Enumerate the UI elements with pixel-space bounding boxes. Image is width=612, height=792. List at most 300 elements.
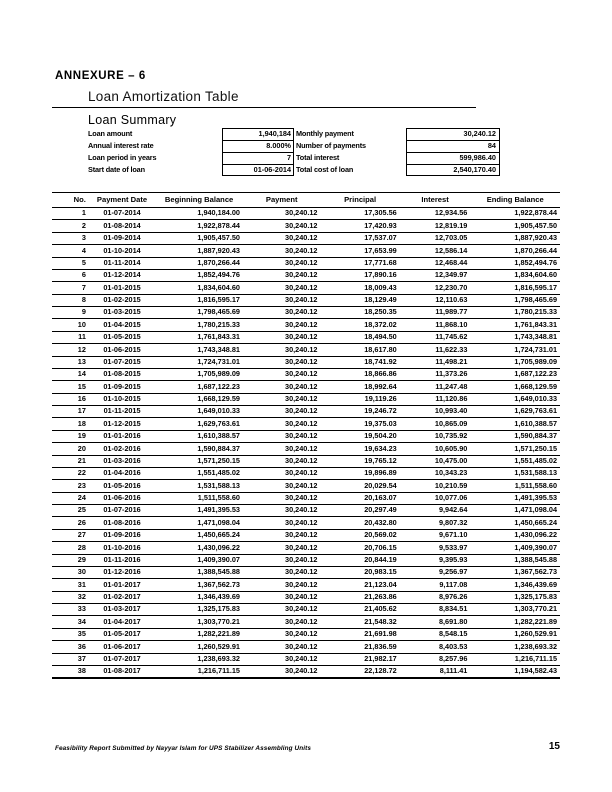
cell-payment-date: 01-11-2016 — [89, 554, 155, 566]
cell-no: 8 — [52, 294, 89, 306]
cell-payment-date: 01-09-2015 — [89, 381, 155, 393]
cell-payment-date: 01-06-2016 — [89, 492, 155, 504]
cell-payment-date: 01-06-2015 — [89, 344, 155, 356]
cell-no: 19 — [52, 430, 89, 442]
cell-beginning-balance: 1,724,731.01 — [155, 356, 243, 368]
cell-ending-balance: 1,303,770.21 — [470, 604, 560, 616]
cell-beginning-balance: 1,491,395.53 — [155, 505, 243, 517]
cell-interest: 12,934.56 — [400, 208, 471, 220]
summary-value-start-date: 01-06-2014 — [222, 164, 294, 176]
cell-payment-date: 01-06-2017 — [89, 641, 155, 653]
cell-payment: 30,240.12 — [243, 665, 321, 678]
cell-ending-balance: 1,629,763.61 — [470, 406, 560, 418]
cell-principal: 19,896.89 — [320, 467, 399, 479]
cell-payment: 30,240.12 — [243, 517, 321, 529]
cell-no: 28 — [52, 542, 89, 554]
column-header-beginning-balance: Beginning Balance — [155, 193, 243, 208]
cell-interest: 9,942.64 — [400, 505, 471, 517]
cell-payment: 30,240.12 — [243, 294, 321, 306]
table-row — [52, 381, 560, 393]
cell-principal: 21,263.86 — [320, 591, 399, 603]
table-row — [52, 628, 560, 640]
cell-principal: 21,982.17 — [320, 653, 399, 665]
cell-beginning-balance: 1,430,096.22 — [155, 542, 243, 554]
cell-no: 33 — [52, 604, 89, 616]
cell-beginning-balance: 1,511,558.60 — [155, 492, 243, 504]
cell-interest: 11,498.21 — [400, 356, 471, 368]
summary-value-total-cost: 2,540,170.40 — [406, 164, 500, 176]
cell-interest: 12,230.70 — [400, 282, 471, 294]
cell-principal: 19,765.12 — [320, 455, 399, 467]
cell-no: 22 — [52, 467, 89, 479]
cell-principal: 22,128.72 — [320, 665, 399, 678]
cell-beginning-balance: 1,325,175.83 — [155, 604, 243, 616]
cell-payment: 30,240.12 — [243, 220, 321, 232]
table-row — [52, 331, 560, 343]
cell-beginning-balance: 1,668,129.59 — [155, 393, 243, 405]
cell-principal: 18,617.80 — [320, 344, 399, 356]
table-row — [52, 282, 560, 294]
cell-payment: 30,240.12 — [243, 381, 321, 393]
cell-payment-date: 01-08-2017 — [89, 665, 155, 678]
cell-beginning-balance: 1,905,457.50 — [155, 232, 243, 244]
cell-principal: 18,494.50 — [320, 331, 399, 343]
cell-ending-balance: 1,450,665.24 — [470, 517, 560, 529]
cell-beginning-balance: 1,798,465.69 — [155, 307, 243, 319]
cell-no: 1 — [52, 208, 89, 220]
cell-principal: 21,548.32 — [320, 616, 399, 628]
cell-no: 24 — [52, 492, 89, 504]
cell-beginning-balance: 1,705,989.09 — [155, 368, 243, 380]
cell-beginning-balance: 1,551,485.02 — [155, 467, 243, 479]
table-row — [52, 517, 560, 529]
cell-ending-balance: 1,571,250.15 — [470, 443, 560, 455]
cell-ending-balance: 1,852,494.76 — [470, 257, 560, 269]
cell-payment: 30,240.12 — [243, 269, 321, 281]
table-row — [52, 307, 560, 319]
cell-interest: 12,468.44 — [400, 257, 471, 269]
cell-no: 12 — [52, 344, 89, 356]
cell-payment: 30,240.12 — [243, 406, 321, 418]
cell-payment: 30,240.12 — [243, 208, 321, 220]
cell-principal: 19,246.72 — [320, 406, 399, 418]
cell-ending-balance: 1,430,096.22 — [470, 529, 560, 541]
cell-ending-balance: 1,870,266.44 — [470, 245, 560, 257]
cell-principal: 17,420.93 — [320, 220, 399, 232]
cell-ending-balance: 1,511,558.60 — [470, 480, 560, 492]
cell-interest: 11,373.26 — [400, 368, 471, 380]
cell-payment-date: 01-01-2015 — [89, 282, 155, 294]
cell-beginning-balance: 1,450,665.24 — [155, 529, 243, 541]
table-row — [52, 406, 560, 418]
cell-principal: 20,297.49 — [320, 505, 399, 517]
cell-payment-date: 01-05-2017 — [89, 628, 155, 640]
cell-interest: 9,533.97 — [400, 542, 471, 554]
table-row — [52, 591, 560, 603]
table-row — [52, 269, 560, 281]
cell-principal: 18,866.86 — [320, 368, 399, 380]
cell-ending-balance: 1,590,884.37 — [470, 430, 560, 442]
cell-no: 7 — [52, 282, 89, 294]
cell-interest: 11,745.62 — [400, 331, 471, 343]
table-row — [52, 455, 560, 467]
cell-principal: 21,691.98 — [320, 628, 399, 640]
table-header-row — [52, 193, 560, 208]
table-row — [52, 579, 560, 591]
cell-payment: 30,240.12 — [243, 443, 321, 455]
cell-interest: 10,865.09 — [400, 418, 471, 430]
cell-payment: 30,240.12 — [243, 319, 321, 331]
cell-no: 20 — [52, 443, 89, 455]
cell-no: 34 — [52, 616, 89, 628]
cell-payment-date: 01-11-2015 — [89, 406, 155, 418]
cell-interest: 10,993.40 — [400, 406, 471, 418]
cell-interest: 10,605.90 — [400, 443, 471, 455]
cell-interest: 9,395.93 — [400, 554, 471, 566]
table-row — [52, 232, 560, 244]
cell-ending-balance: 1,834,604.60 — [470, 269, 560, 281]
cell-ending-balance: 1,887,920.43 — [470, 232, 560, 244]
cell-payment: 30,240.12 — [243, 505, 321, 517]
cell-payment-date: 01-04-2017 — [89, 616, 155, 628]
cell-payment-date: 01-10-2014 — [89, 245, 155, 257]
cell-payment-date: 01-03-2017 — [89, 604, 155, 616]
cell-no: 16 — [52, 393, 89, 405]
cell-ending-balance: 1,687,122.23 — [470, 368, 560, 380]
title-divider — [52, 107, 476, 108]
cell-interest: 9,117.08 — [400, 579, 471, 591]
cell-beginning-balance: 1,471,098.04 — [155, 517, 243, 529]
cell-ending-balance: 1,743,348.81 — [470, 331, 560, 343]
table-row — [52, 604, 560, 616]
loan-summary-block — [88, 128, 508, 176]
cell-ending-balance: 1,649,010.33 — [470, 393, 560, 405]
cell-principal: 18,372.02 — [320, 319, 399, 331]
cell-ending-balance: 1,531,588.13 — [470, 467, 560, 479]
cell-payment: 30,240.12 — [243, 591, 321, 603]
cell-beginning-balance: 1,687,122.23 — [155, 381, 243, 393]
cell-ending-balance: 1,367,562.73 — [470, 566, 560, 578]
cell-payment: 30,240.12 — [243, 579, 321, 591]
cell-no: 4 — [52, 245, 89, 257]
summary-value-number-of-payments: 84 — [406, 140, 500, 152]
cell-ending-balance: 1,551,485.02 — [470, 455, 560, 467]
summary-row — [88, 140, 508, 152]
cell-payment: 30,240.12 — [243, 604, 321, 616]
table-row — [52, 245, 560, 257]
cell-payment: 30,240.12 — [243, 542, 321, 554]
cell-no: 9 — [52, 307, 89, 319]
cell-ending-balance: 1,724,731.01 — [470, 344, 560, 356]
cell-no: 38 — [52, 665, 89, 678]
summary-label-number-of-payments: Number of payments — [296, 141, 366, 150]
table-row — [52, 529, 560, 541]
cell-beginning-balance: 1,940,184.00 — [155, 208, 243, 220]
cell-no: 26 — [52, 517, 89, 529]
column-header-interest: Interest — [400, 193, 471, 208]
cell-beginning-balance: 1,238,693.32 — [155, 653, 243, 665]
cell-ending-balance: 1,471,098.04 — [470, 505, 560, 517]
cell-principal: 17,653.99 — [320, 245, 399, 257]
cell-payment-date: 01-08-2015 — [89, 368, 155, 380]
cell-ending-balance: 1,238,693.32 — [470, 641, 560, 653]
table-row — [52, 641, 560, 653]
cell-ending-balance: 1,668,129.59 — [470, 381, 560, 393]
cell-payment: 30,240.12 — [243, 356, 321, 368]
cell-interest: 8,691.80 — [400, 616, 471, 628]
cell-no: 13 — [52, 356, 89, 368]
cell-payment: 30,240.12 — [243, 393, 321, 405]
table-row — [52, 344, 560, 356]
cell-interest: 10,343.23 — [400, 467, 471, 479]
cell-no: 14 — [52, 368, 89, 380]
cell-no: 15 — [52, 381, 89, 393]
cell-beginning-balance: 1,590,884.37 — [155, 443, 243, 455]
cell-payment-date: 01-07-2015 — [89, 356, 155, 368]
cell-beginning-balance: 1,649,010.33 — [155, 406, 243, 418]
cell-interest: 11,989.77 — [400, 307, 471, 319]
cell-no: 32 — [52, 591, 89, 603]
table-row — [52, 418, 560, 430]
cell-no: 31 — [52, 579, 89, 591]
table-row — [52, 294, 560, 306]
table-row — [52, 257, 560, 269]
cell-no: 35 — [52, 628, 89, 640]
column-header-no: No. — [52, 193, 89, 208]
table-row — [52, 505, 560, 517]
cell-payment-date: 01-11-2014 — [89, 257, 155, 269]
summary-label-loan-amount: Loan amount — [88, 129, 133, 138]
table-row — [52, 393, 560, 405]
cell-payment-date: 01-05-2015 — [89, 331, 155, 343]
cell-payment-date: 01-05-2016 — [89, 480, 155, 492]
table-row — [52, 566, 560, 578]
cell-beginning-balance: 1,303,770.21 — [155, 616, 243, 628]
cell-interest: 8,111.41 — [400, 665, 471, 678]
cell-ending-balance: 1,761,843.31 — [470, 319, 560, 331]
cell-beginning-balance: 1,834,604.60 — [155, 282, 243, 294]
cell-principal: 20,569.02 — [320, 529, 399, 541]
cell-ending-balance: 1,905,457.50 — [470, 220, 560, 232]
summary-label-start-date: Start date of loan — [88, 165, 145, 174]
cell-principal: 20,706.15 — [320, 542, 399, 554]
cell-interest: 12,819.19 — [400, 220, 471, 232]
cell-ending-balance: 1,260,529.91 — [470, 628, 560, 640]
cell-payment-date: 01-10-2015 — [89, 393, 155, 405]
cell-ending-balance: 1,194,582.43 — [470, 665, 560, 678]
cell-ending-balance: 1,922,878.44 — [470, 208, 560, 220]
cell-beginning-balance: 1,887,920.43 — [155, 245, 243, 257]
cell-interest: 12,586.14 — [400, 245, 471, 257]
cell-no: 11 — [52, 331, 89, 343]
cell-ending-balance: 1,409,390.07 — [470, 542, 560, 554]
summary-label-interest-rate: Annual interest rate — [88, 141, 154, 150]
summary-value-loan-amount: 1,940,184 — [222, 128, 294, 140]
loan-summary-heading: Loan Summary — [88, 113, 177, 127]
cell-interest: 8,976.26 — [400, 591, 471, 603]
cell-principal: 18,129.49 — [320, 294, 399, 306]
cell-no: 10 — [52, 319, 89, 331]
summary-label-monthly-payment: Monthly payment — [296, 129, 354, 138]
page-number: 15 — [548, 741, 560, 752]
cell-interest: 12,349.97 — [400, 269, 471, 281]
cell-payment-date: 01-04-2015 — [89, 319, 155, 331]
cell-interest: 10,210.59 — [400, 480, 471, 492]
table-header — [52, 193, 560, 208]
column-header-payment: Payment — [243, 193, 321, 208]
cell-no: 17 — [52, 406, 89, 418]
cell-payment-date: 01-12-2016 — [89, 566, 155, 578]
cell-payment: 30,240.12 — [243, 566, 321, 578]
cell-no: 2 — [52, 220, 89, 232]
cell-principal: 19,634.23 — [320, 443, 399, 455]
cell-principal: 17,890.16 — [320, 269, 399, 281]
cell-payment: 30,240.12 — [243, 616, 321, 628]
cell-ending-balance: 1,216,711.15 — [470, 653, 560, 665]
summary-row — [88, 152, 508, 164]
cell-payment: 30,240.12 — [243, 257, 321, 269]
cell-principal: 18,741.92 — [320, 356, 399, 368]
cell-principal: 18,992.64 — [320, 381, 399, 393]
cell-payment-date: 01-09-2016 — [89, 529, 155, 541]
cell-no: 27 — [52, 529, 89, 541]
cell-payment: 30,240.12 — [243, 368, 321, 380]
summary-value-monthly-payment: 30,240.12 — [406, 128, 500, 140]
cell-interest: 11,868.10 — [400, 319, 471, 331]
table-row — [52, 616, 560, 628]
cell-payment-date: 01-03-2015 — [89, 307, 155, 319]
cell-principal: 21,836.59 — [320, 641, 399, 653]
cell-principal: 17,305.56 — [320, 208, 399, 220]
cell-payment: 30,240.12 — [243, 232, 321, 244]
cell-payment: 30,240.12 — [243, 628, 321, 640]
cell-interest: 10,077.06 — [400, 492, 471, 504]
cell-interest: 9,256.97 — [400, 566, 471, 578]
cell-ending-balance: 1,346,439.69 — [470, 579, 560, 591]
cell-payment: 30,240.12 — [243, 430, 321, 442]
table-body — [52, 208, 560, 679]
cell-no: 5 — [52, 257, 89, 269]
cell-ending-balance: 1,798,465.69 — [470, 294, 560, 306]
cell-principal: 21,405.62 — [320, 604, 399, 616]
cell-payment: 30,240.12 — [243, 455, 321, 467]
cell-payment: 30,240.12 — [243, 653, 321, 665]
cell-principal: 19,504.20 — [320, 430, 399, 442]
cell-principal: 19,119.26 — [320, 393, 399, 405]
cell-payment-date: 01-07-2014 — [89, 208, 155, 220]
table-row — [52, 542, 560, 554]
cell-principal: 21,123.04 — [320, 579, 399, 591]
cell-beginning-balance: 1,780,215.33 — [155, 319, 243, 331]
cell-payment-date: 01-12-2015 — [89, 418, 155, 430]
cell-payment: 30,240.12 — [243, 641, 321, 653]
cell-payment: 30,240.12 — [243, 245, 321, 257]
cell-no: 37 — [52, 653, 89, 665]
cell-no: 25 — [52, 505, 89, 517]
cell-payment-date: 01-10-2016 — [89, 542, 155, 554]
cell-payment-date: 01-07-2016 — [89, 505, 155, 517]
amortization-table — [52, 192, 560, 679]
table-row — [52, 467, 560, 479]
cell-interest: 12,703.05 — [400, 232, 471, 244]
table-row — [52, 554, 560, 566]
summary-row — [88, 164, 508, 176]
cell-principal: 17,771.68 — [320, 257, 399, 269]
summary-value-interest-rate: 8.000% — [222, 140, 294, 152]
cell-interest: 8,834.51 — [400, 604, 471, 616]
cell-payment: 30,240.12 — [243, 554, 321, 566]
cell-beginning-balance: 1,388,545.88 — [155, 566, 243, 578]
annexure-heading: ANNEXURE – 6 — [55, 70, 146, 82]
cell-beginning-balance: 1,629,763.61 — [155, 418, 243, 430]
table-row — [52, 319, 560, 331]
cell-principal: 20,844.19 — [320, 554, 399, 566]
cell-interest: 10,475.00 — [400, 455, 471, 467]
cell-no: 23 — [52, 480, 89, 492]
cell-payment-date: 01-12-2014 — [89, 269, 155, 281]
cell-principal: 20,029.54 — [320, 480, 399, 492]
cell-principal: 20,983.15 — [320, 566, 399, 578]
cell-no: 30 — [52, 566, 89, 578]
cell-beginning-balance: 1,870,266.44 — [155, 257, 243, 269]
cell-interest: 9,807.32 — [400, 517, 471, 529]
cell-payment-date: 01-08-2014 — [89, 220, 155, 232]
cell-payment: 30,240.12 — [243, 418, 321, 430]
cell-payment-date: 01-04-2016 — [89, 467, 155, 479]
cell-payment-date: 01-01-2017 — [89, 579, 155, 591]
table-row — [52, 665, 560, 678]
cell-no: 6 — [52, 269, 89, 281]
cell-ending-balance: 1,610,388.57 — [470, 418, 560, 430]
cell-ending-balance: 1,816,595.17 — [470, 282, 560, 294]
cell-beginning-balance: 1,761,843.31 — [155, 331, 243, 343]
cell-beginning-balance: 1,743,348.81 — [155, 344, 243, 356]
cell-interest: 11,622.33 — [400, 344, 471, 356]
cell-interest: 11,120.86 — [400, 393, 471, 405]
cell-principal: 18,250.35 — [320, 307, 399, 319]
cell-beginning-balance: 1,852,494.76 — [155, 269, 243, 281]
cell-payment-date: 01-02-2016 — [89, 443, 155, 455]
cell-payment: 30,240.12 — [243, 529, 321, 541]
cell-ending-balance: 1,388,545.88 — [470, 554, 560, 566]
cell-ending-balance: 1,705,989.09 — [470, 356, 560, 368]
cell-payment: 30,240.12 — [243, 331, 321, 343]
cell-payment-date: 01-02-2017 — [89, 591, 155, 603]
table-row — [52, 356, 560, 368]
cell-payment-date: 01-08-2016 — [89, 517, 155, 529]
table-row — [52, 653, 560, 665]
cell-ending-balance: 1,780,215.33 — [470, 307, 560, 319]
cell-ending-balance: 1,491,395.53 — [470, 492, 560, 504]
cell-payment-date: 01-01-2016 — [89, 430, 155, 442]
cell-no: 3 — [52, 232, 89, 244]
cell-beginning-balance: 1,282,221.89 — [155, 628, 243, 640]
cell-beginning-balance: 1,346,439.69 — [155, 591, 243, 603]
cell-payment: 30,240.12 — [243, 480, 321, 492]
cell-beginning-balance: 1,260,529.91 — [155, 641, 243, 653]
cell-no: 21 — [52, 455, 89, 467]
cell-interest: 8,257.96 — [400, 653, 471, 665]
cell-interest: 11,247.48 — [400, 381, 471, 393]
cell-beginning-balance: 1,610,388.57 — [155, 430, 243, 442]
cell-principal: 19,375.03 — [320, 418, 399, 430]
cell-no: 36 — [52, 641, 89, 653]
cell-beginning-balance: 1,531,588.13 — [155, 480, 243, 492]
cell-payment: 30,240.12 — [243, 467, 321, 479]
table-row — [52, 430, 560, 442]
table-row — [52, 492, 560, 504]
page-title: Loan Amortization Table — [88, 89, 239, 104]
